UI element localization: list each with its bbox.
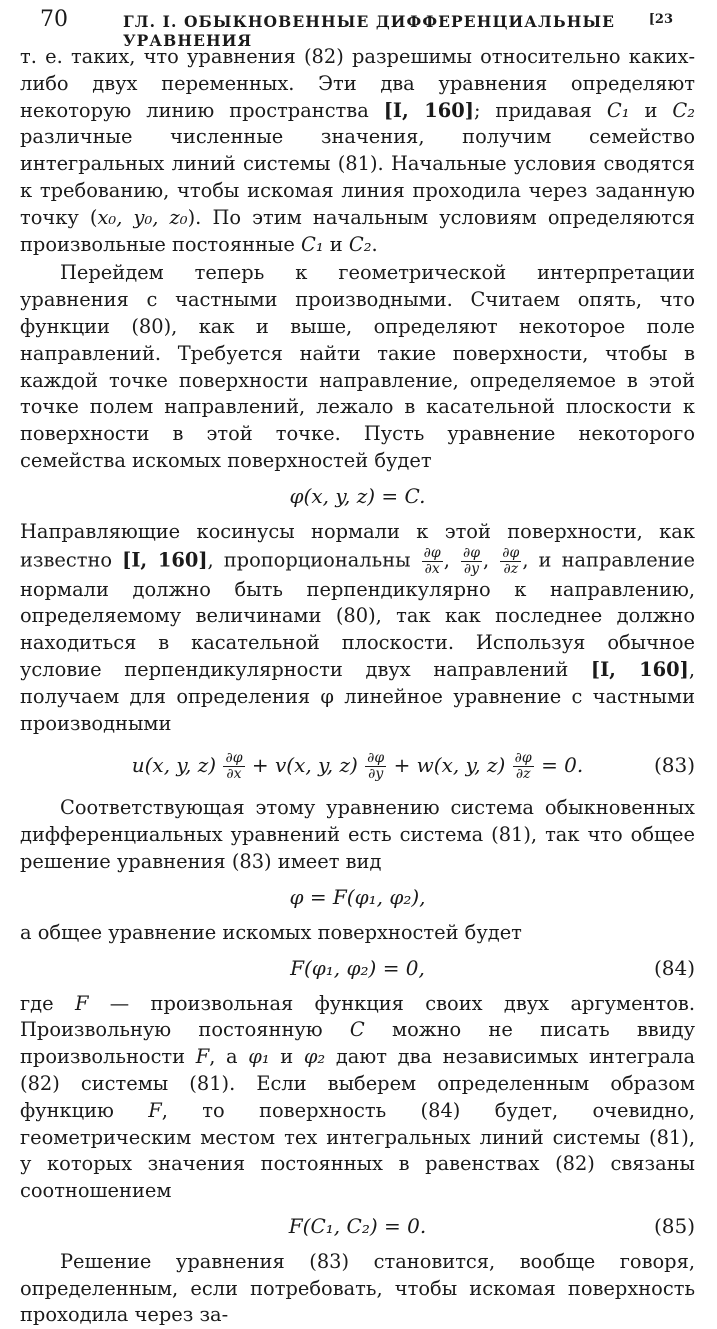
partial-fraction <box>500 546 521 577</box>
paragraph-6 <box>20 991 695 1205</box>
equation-85 <box>20 1211 695 1241</box>
citation: [I, 160] <box>383 98 474 122</box>
text: , пропорциональны <box>207 548 421 572</box>
denominator: ∂x <box>226 766 242 783</box>
paragraph-4: Соответствующая этому уравнению система обыкновенных дифференциальных уравнений есть система (81), так что общее решение уравнения (83) имеет вид <box>20 796 695 873</box>
text: , и направление нормали должно быть перпендикулярно к направлению, определяемому величинами (80), так как последнее должно находиться в касательной плоскости. Используя обычное условие перпендикулярности двух направлений <box>20 548 695 681</box>
text: , то поверхность (84) будет, очевидно, геометрическим местом тех интегральных линий системы (81), у которых значения постоянных в равенствах (82) связаны соотношением <box>20 1098 696 1203</box>
symbol-c1: C₁ <box>606 98 630 122</box>
symbol-c: C <box>349 1018 365 1042</box>
symbol-phi1: φ₁ <box>248 1045 270 1069</box>
section-number: [23 <box>648 12 673 27</box>
equation-84 <box>20 953 695 983</box>
text: — произвольная функция своих двух аргументов. Произвольную постоянную <box>20 991 695 1042</box>
text: и <box>629 98 673 122</box>
equation-number: (83) <box>653 753 695 778</box>
partial-fraction <box>365 751 386 782</box>
denominator: ∂z <box>515 766 531 783</box>
numerator: ∂φ <box>514 750 532 767</box>
denominator: ∂y <box>368 766 384 783</box>
text: и <box>269 1045 304 1069</box>
page-header <box>20 0 695 50</box>
text: , получаем для определения φ линейное уравнение с частными производными <box>20 657 695 735</box>
eq83-w-term: + w(x, y, z) <box>393 753 506 778</box>
numerator: ∂φ <box>423 544 441 561</box>
numerator: ∂φ <box>367 750 385 767</box>
symbol-xyz0: x₀, y₀, z₀ <box>97 205 188 229</box>
equation-number: (85) <box>653 1213 695 1238</box>
equation-general-solution: φ = F(φ₁, φ₂), <box>289 884 426 909</box>
numerator: ∂φ <box>502 544 520 561</box>
comma: , <box>443 548 450 572</box>
eq84-body: F(φ₁, φ₂) = 0, <box>290 955 425 980</box>
numerator: ∂φ <box>225 750 243 767</box>
text: дают два независимых интеграла (82) системы (81). Если выберем определенным образом функцию <box>20 1045 696 1122</box>
symbol-f: F <box>148 1098 162 1122</box>
text: . <box>371 232 378 256</box>
text: ). По этим начальным условиям определяются произвольные постоянные <box>20 205 695 256</box>
text: Направляющие косинусы нормали к этой поверхности, как известно <box>20 519 695 572</box>
symbol-c2: C₂ <box>672 98 695 122</box>
text: можно не писать ввиду произвольности <box>20 1018 695 1069</box>
page-number: 70 <box>40 7 68 32</box>
eq83-v-term: + v(x, y, z) <box>251 753 358 778</box>
symbol-phi2: φ₂ <box>303 1045 326 1069</box>
paragraph-5: а общее уравнение искомых поверхностей будет <box>20 920 522 944</box>
text: т. е. таких, что уравнения (82) разрешимы относительно каких-либо двух переменных. Эти два уравнения определяют некоторую линию пространства <box>20 45 695 122</box>
citation: [I, 160] <box>590 657 689 681</box>
partial-fraction <box>513 751 534 782</box>
running-head: ГЛ. I. ОБЫКНОВЕННЫЕ ДИФФЕРЕНЦИАЛЬНЫЕ УРАВНЕНИЯ <box>123 12 616 50</box>
equation-number: (84) <box>653 955 695 980</box>
denominator: ∂x <box>424 560 440 577</box>
eq85-body: F(C₁, C₂) = 0. <box>288 1213 427 1238</box>
text: , а <box>209 1045 249 1069</box>
eq83-tail: = 0. <box>541 753 584 778</box>
symbol-f: F <box>195 1045 210 1069</box>
text: и <box>323 232 349 256</box>
paragraph-2: Перейдем теперь к геометрической интерпретации уравнения с частными производными. Считаем опять, что функции (80), как и выше, определяют некоторое поле направлений. Требуется найти такие поверхности, чтобы в каждой точке поверхности направление, определяемое в этой точке полем направлений, лежало в касательной плоскости к поверхности в этой точке. Пусть уравнение некоторого семейства искомых поверхностей будет <box>20 261 695 472</box>
paragraph-1 <box>20 44 695 258</box>
partial-fraction <box>422 546 443 577</box>
denominator: ∂y <box>463 560 480 577</box>
text: где <box>20 991 75 1015</box>
symbol-c1: C₁ <box>300 232 324 256</box>
paragraph-7: Решение уравнения (83) становится, вообще говоря, определенным, если потребовать, чтобы искомая поверхность проходила через за- <box>20 1249 695 1327</box>
citation: [I, 160] <box>122 548 208 572</box>
text: ; придавая <box>473 98 607 122</box>
symbol-c2: C₂ <box>348 232 372 256</box>
eq83-u-term: u(x, y, z) <box>131 753 217 778</box>
paragraph-3 <box>20 519 695 738</box>
partial-fraction <box>461 546 482 577</box>
partial-fraction <box>223 751 244 782</box>
comma: , <box>483 548 490 572</box>
denominator: ∂z <box>503 560 519 577</box>
numerator: ∂φ <box>462 544 480 561</box>
text: различные численные значения, получим семейство интегральных линий системы (81). Начальные условия сводятся к требованию, чтобы искомая линия проходила через заданную точку ( <box>20 125 695 229</box>
symbol-f: F <box>74 991 89 1015</box>
equation-83 <box>20 747 695 783</box>
equation-surface: φ(x, y, z) = C. <box>289 483 426 508</box>
